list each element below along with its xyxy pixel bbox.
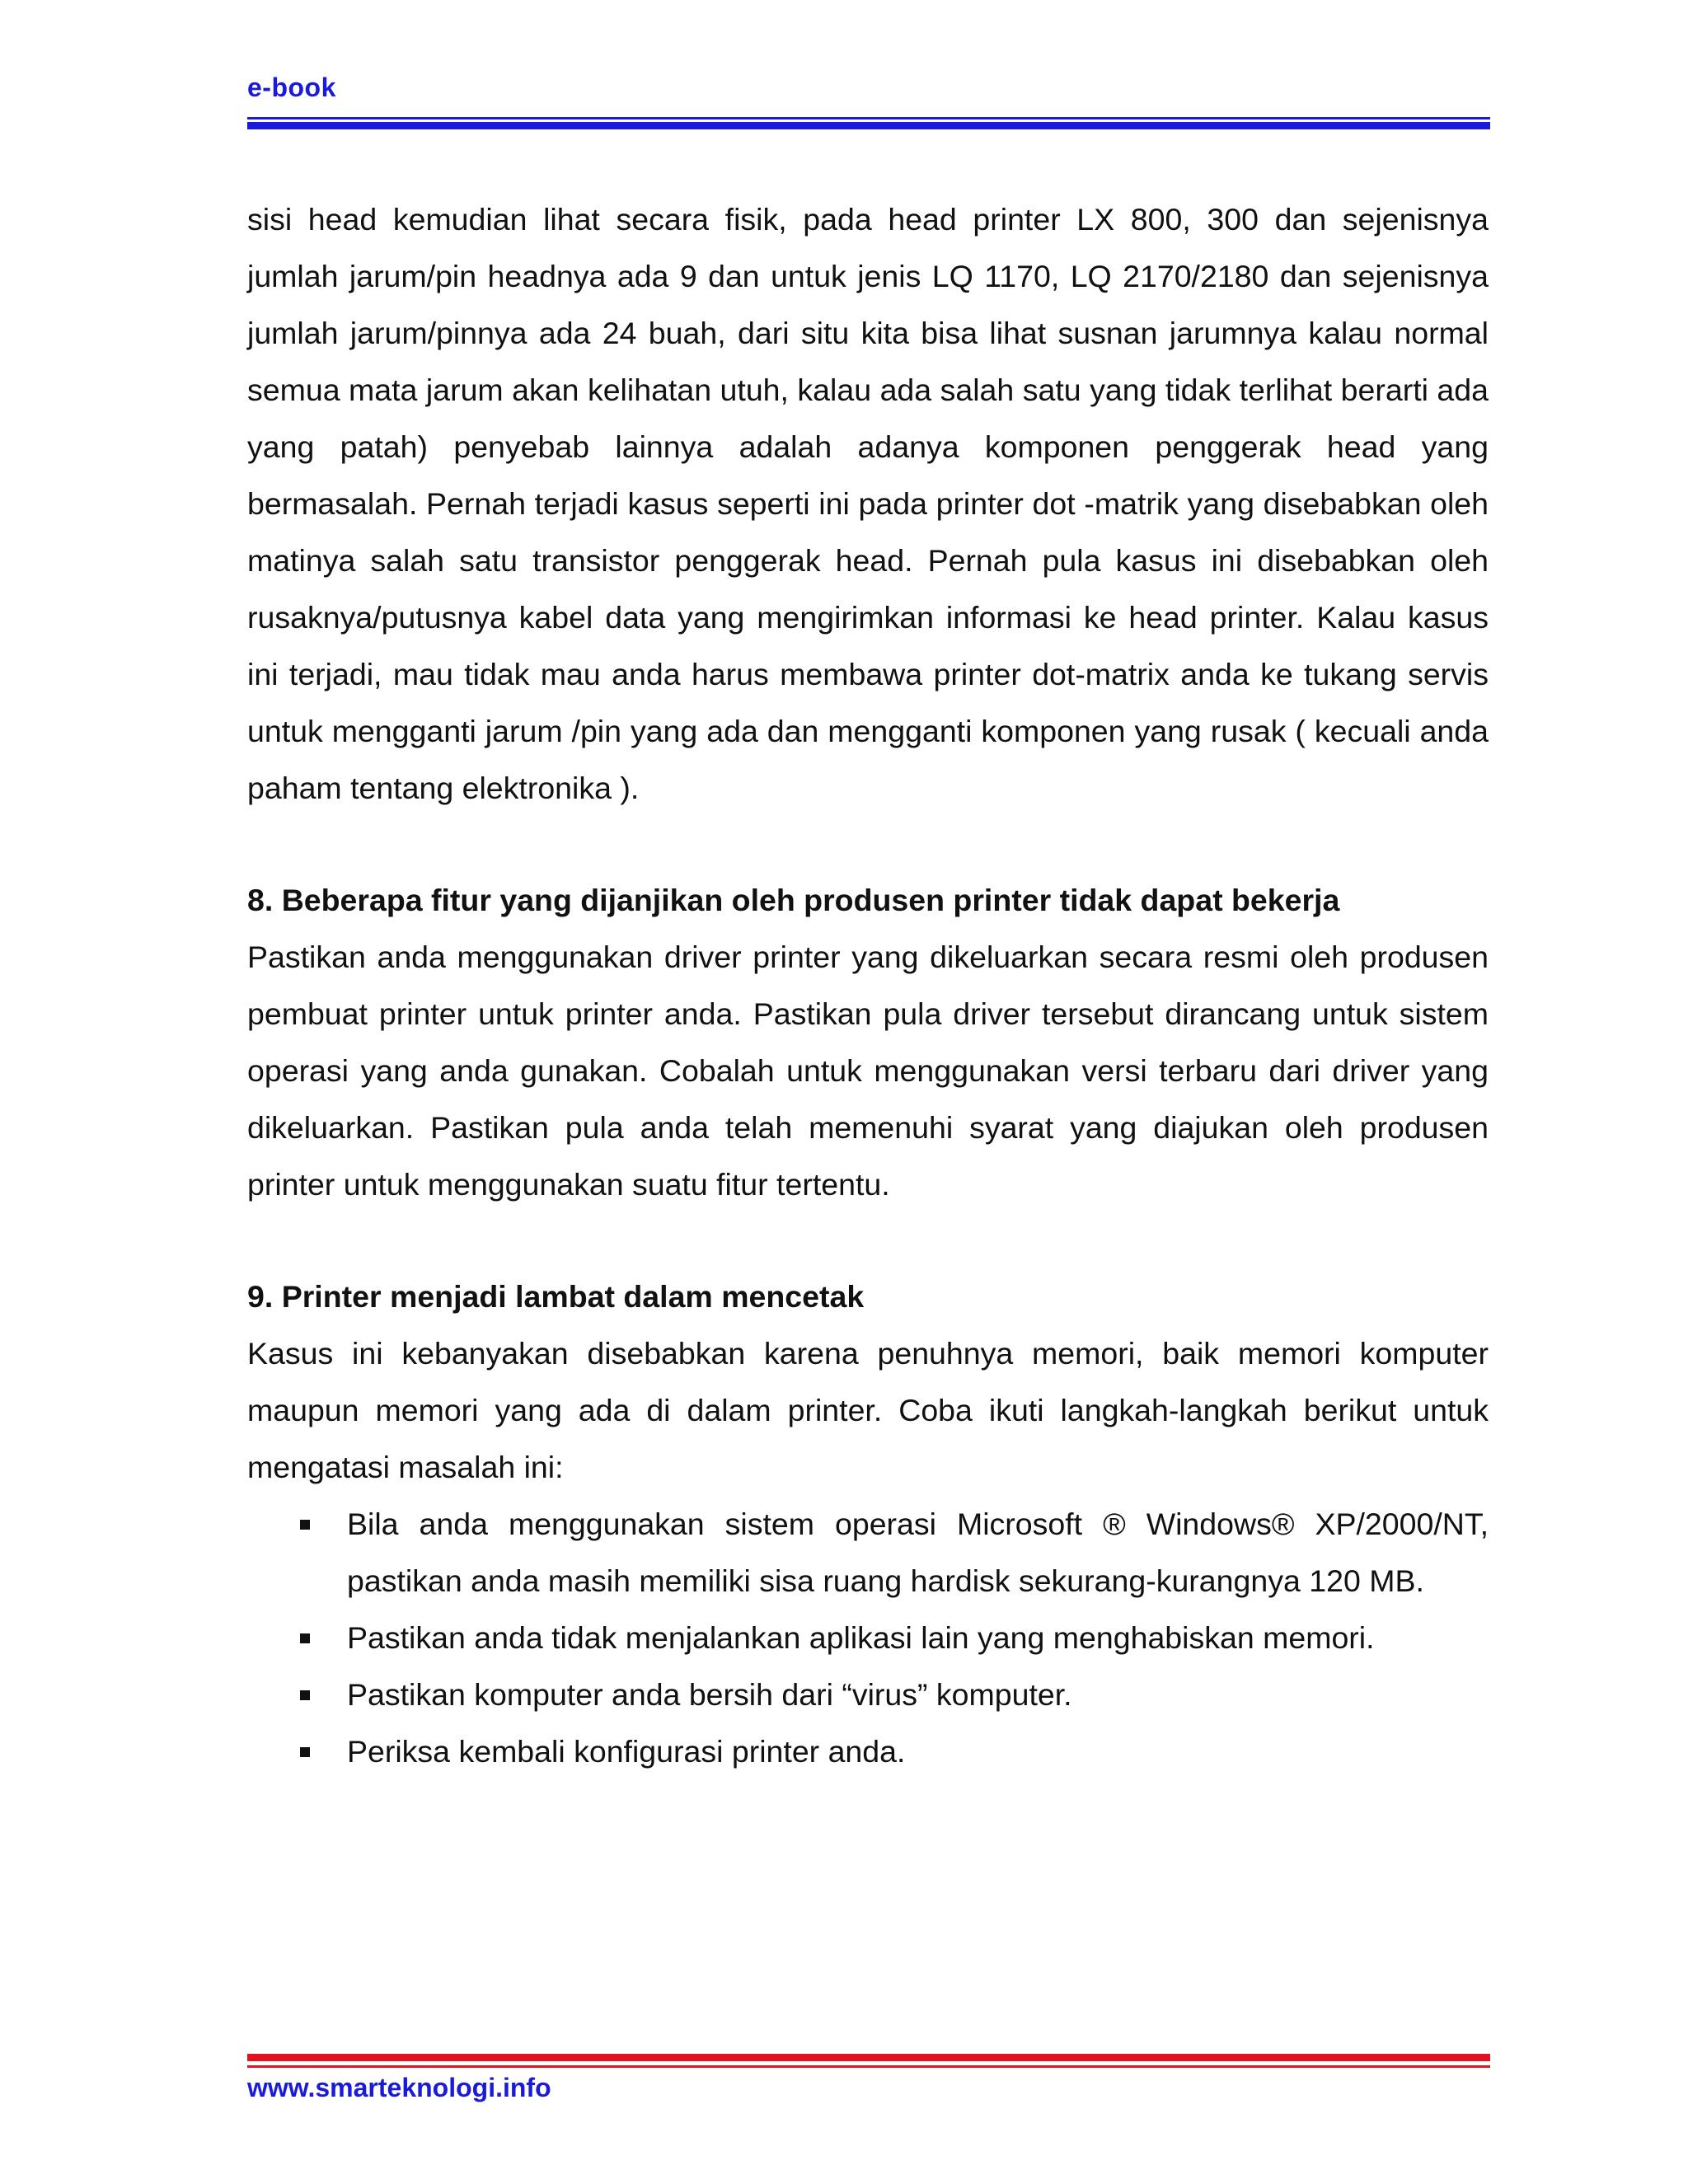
section-8-heading: 8. Beberapa fitur yang dijanjikan oleh produsen printer tidak dapat bekerja <box>247 883 1340 917</box>
bullet-item <box>247 1610 1489 1666</box>
square-bullet-icon <box>300 1690 310 1700</box>
page-content <box>247 191 1489 1780</box>
square-bullet-icon <box>300 1633 310 1643</box>
header-rule-thin <box>247 117 1490 120</box>
square-bullet-icon <box>300 1520 310 1530</box>
header-rule-thick <box>247 122 1490 129</box>
bullet-text: Periksa kembali konfigurasi printer anda. <box>347 1734 906 1769</box>
section-9-bullet-list <box>247 1496 1489 1780</box>
square-bullet-icon <box>300 1747 310 1757</box>
footer-rule-thick <box>247 2054 1490 2061</box>
bullet-item <box>247 1723 1489 1780</box>
bullet-text: Bila anda menggunakan sistem operasi Microsoft ® Windows® XP/2000/NT, pastikan anda masih memiliki sisa ruang hardisk sekurang-kurangnya 120 MB. <box>347 1507 1489 1598</box>
section-9-heading: 9. Printer menjadi lambat dalam mencetak <box>247 1279 865 1314</box>
intro-paragraph: sisi head kemudian lihat secara fisik, pada head printer LX 800, 300 dan sejenisnya jumlah jarum/pin headnya ada 9 dan untuk jenis LQ 1170, LQ 2170/2180 dan sejenisnya jumlah jarum/pinnya ada 24 buah, dari situ kita bisa lihat susnan jarumnya kalau normal semua mata jarum akan kelihatan utuh, kalau ada salah satu yang tidak terlihat berarti ada yang patah) penyebab lainnya adalah adanya komponen penggerak head yang bermasalah. Pernah terjadi kasus seperti ini pada printer dot -matrik yang disebabkan oleh matinya salah satu transistor penggerak head. Pernah pula kasus ini disebabkan oleh rusaknya/putusnya kabel data yang mengirimkan informasi ke head printer. Kalau kasus ini terjadi, mau tidak mau anda harus membawa printer dot-matrix anda ke tukang servis untuk mengganti jarum /pin yang ada dan mengganti komponen yang rusak ( kecuali anda paham tentang elektronika ). <box>247 202 1489 805</box>
bullet-item <box>247 1666 1489 1723</box>
bullet-text: Pastikan komputer anda bersih dari “virus” komputer. <box>347 1677 1072 1712</box>
bullet-item <box>247 1496 1489 1610</box>
section-8-paragraph: Pastikan anda menggunakan driver printer yang dikeluarkan secara resmi oleh produsen pembuat printer untuk printer anda. Pastikan pula driver tersebut dirancang untuk sistem operasi yang anda gunakan. Cobalah untuk menggunakan versi terbaru dari driver yang dikeluarkan. Pastikan pula anda telah memenuhi syarat yang diajukan oleh produsen printer untuk menggunakan suatu fitur tertentu. <box>247 940 1489 1202</box>
footer-rule-thin <box>247 2065 1490 2068</box>
section-9-paragraph: Kasus ini kebanyakan disebabkan karena penuhnya memori, baik memori komputer maupun memori yang ada di dalam printer. Coba ikuti langkah-langkah berikut untuk mengatasi masalah ini: <box>247 1336 1489 1484</box>
bullet-text: Pastikan anda tidak menjalankan aplikasi lain yang menghabiskan memori. <box>347 1620 1375 1655</box>
header-label: e-book <box>247 73 336 102</box>
footer-url[interactable]: www.smarteknologi.info <box>247 2073 551 2102</box>
